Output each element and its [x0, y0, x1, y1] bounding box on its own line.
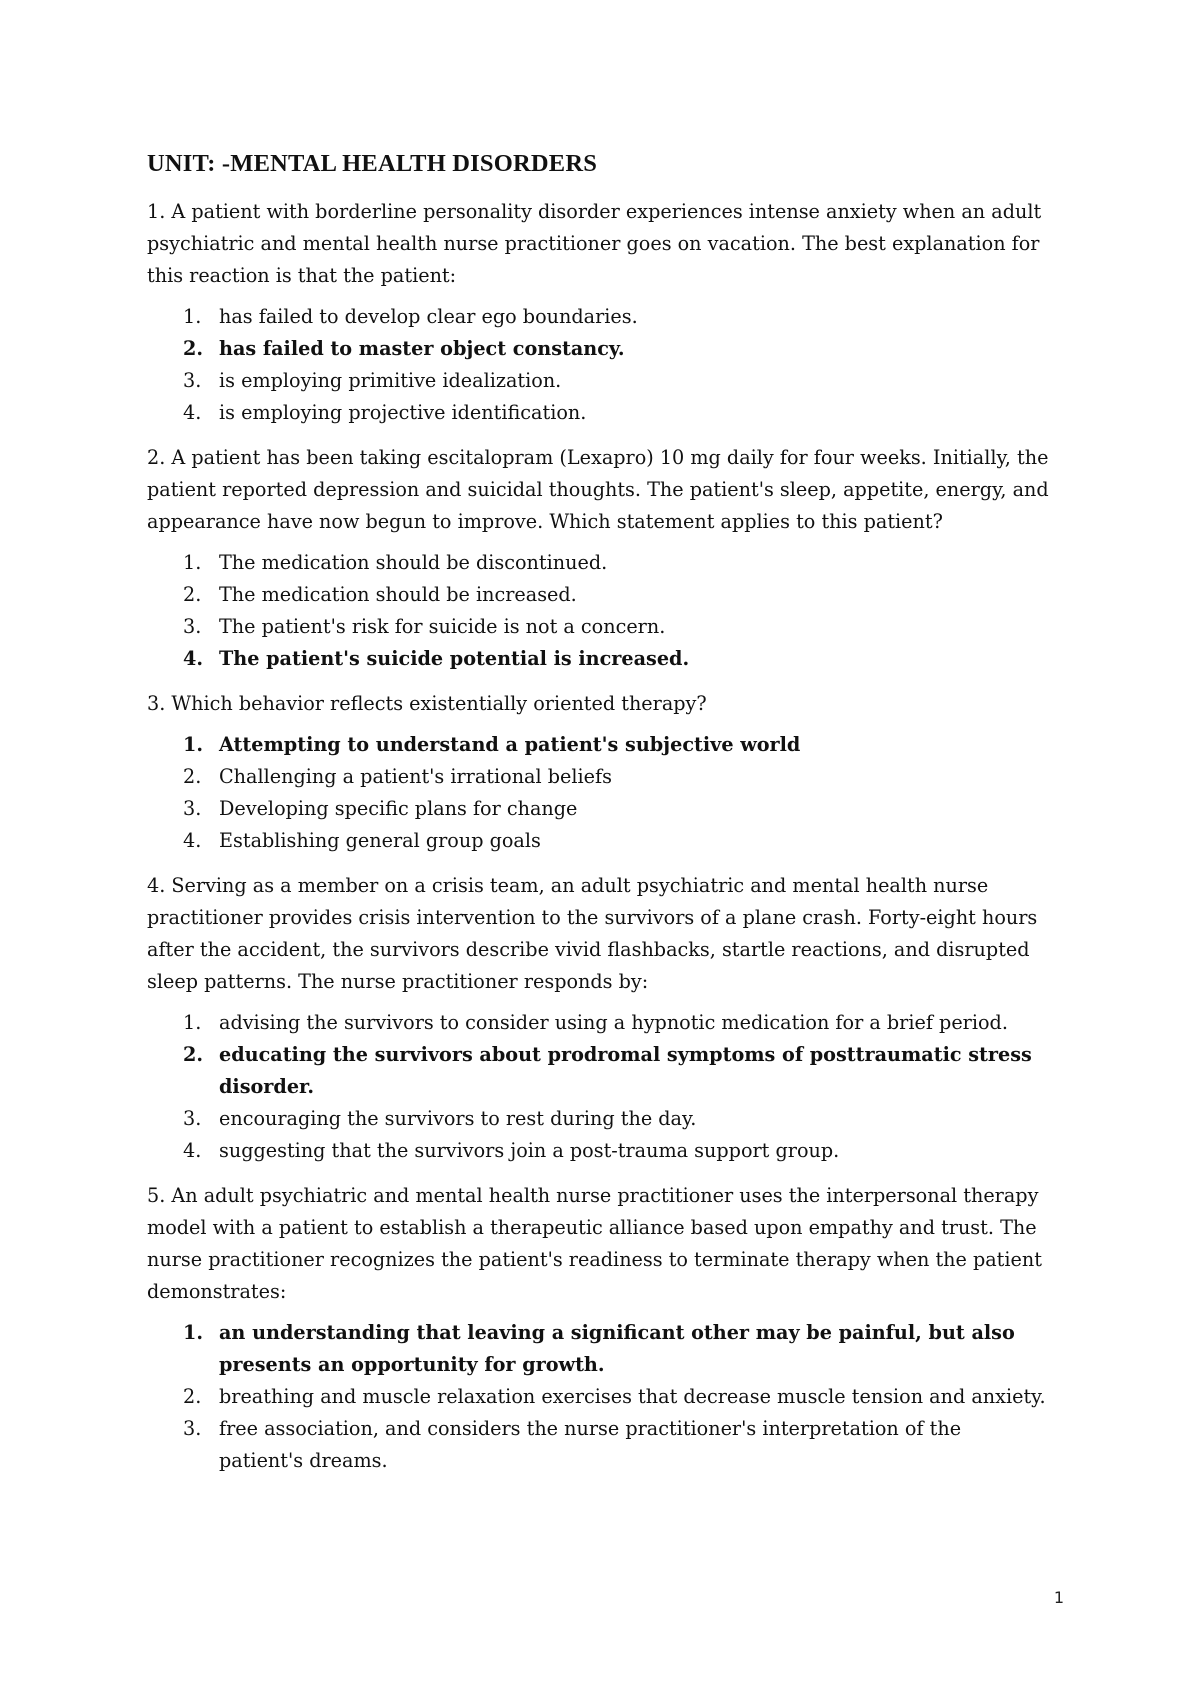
option-number: 2.	[183, 1385, 202, 1408]
option-text: free association, and considers the nurse practitioner's interpretation of the patient's dreams.	[219, 1417, 962, 1472]
option-number: 2.	[183, 1043, 204, 1066]
answer-options	[147, 1007, 1050, 1167]
option-number: 2.	[183, 765, 202, 788]
answer-option-correct	[147, 643, 1050, 675]
option-text: has failed to master object constancy.	[219, 337, 625, 360]
option-text: has failed to develop clear ego boundaries.	[219, 305, 638, 328]
option-text: The medication should be increased.	[219, 583, 577, 606]
option-text: is employing projective identification.	[219, 401, 587, 424]
answer-options	[147, 547, 1050, 675]
option-number: 3.	[183, 1417, 202, 1440]
option-text: an understanding that leaving a significant other may be painful, but also presents an opportunity for growth.	[219, 1321, 1015, 1376]
question-stem: 5. An adult psychiatric and mental health nurse practitioner uses the interpersonal therapy model with a patient to establish a therapeutic alliance based upon empathy and trust. The nurse practitioner recognizes the patient's readiness to terminate therapy when the patient demonstrates:	[147, 1184, 1042, 1303]
answer-option-correct	[147, 333, 1050, 365]
answer-options	[147, 1317, 1050, 1477]
answer-option	[147, 579, 1050, 611]
question-stem: 4. Serving as a member on a crisis team, an adult psychiatric and mental health nurse practitioner provides crisis intervention to the survivors of a plane crash. Forty-eight hours after the accident, the survivors describe vivid flashbacks, startle reactions, and disrupted sleep patterns. The nurse practitioner responds by:	[147, 874, 1038, 993]
answer-option	[147, 547, 1050, 579]
option-text: Establishing general group goals	[219, 829, 541, 852]
question-1	[147, 196, 1050, 429]
option-number: 1.	[183, 733, 204, 756]
answer-option-correct	[147, 1317, 1050, 1381]
answer-option	[147, 1007, 1050, 1039]
option-text: The patient's suicide potential is increased.	[219, 647, 690, 670]
answer-option	[147, 1381, 1050, 1413]
option-number: 2.	[183, 583, 202, 606]
option-number: 3.	[183, 1107, 202, 1130]
option-text: Attempting to understand a patient's subjective world	[219, 733, 801, 756]
option-number: 4.	[183, 401, 202, 424]
answer-option	[147, 611, 1050, 643]
page-number: 1	[1053, 1588, 1064, 1607]
answer-options	[147, 301, 1050, 429]
answer-option	[147, 365, 1050, 397]
question-3	[147, 688, 1050, 857]
answer-option	[147, 397, 1050, 429]
answer-option-correct	[147, 1039, 1050, 1103]
answer-options	[147, 729, 1050, 857]
option-number: 4.	[183, 647, 204, 670]
option-text: Developing specific plans for change	[219, 797, 578, 820]
option-number: 3.	[183, 797, 202, 820]
answer-option	[147, 761, 1050, 793]
option-text: advising the survivors to consider using a hypnotic medication for a brief period.	[219, 1011, 1008, 1034]
answer-option	[147, 1103, 1050, 1135]
answer-option	[147, 825, 1050, 857]
option-number: 1.	[183, 1321, 204, 1344]
answer-option	[147, 1135, 1050, 1167]
option-text: The medication should be discontinued.	[219, 551, 608, 574]
option-text: Challenging a patient's irrational beliefs	[219, 765, 612, 788]
option-number: 2.	[183, 337, 204, 360]
option-text: encouraging the survivors to rest during the day.	[219, 1107, 697, 1130]
question-5	[147, 1180, 1050, 1477]
option-text: educating the survivors about prodromal symptoms of posttraumatic stress disorder.	[219, 1043, 1032, 1098]
answer-option	[147, 793, 1050, 825]
answer-option	[147, 301, 1050, 333]
option-number: 3.	[183, 369, 202, 392]
answer-option	[147, 1413, 1050, 1477]
option-number: 4.	[183, 829, 202, 852]
option-number: 1.	[183, 1011, 202, 1034]
unit-title: UNIT: -MENTAL HEALTH DISORDERS	[147, 150, 598, 177]
question-4	[147, 870, 1050, 1167]
option-text: The patient's risk for suicide is not a concern.	[219, 615, 666, 638]
question-2	[147, 442, 1050, 675]
option-text: is employing primitive idealization.	[219, 369, 562, 392]
option-number: 1.	[183, 305, 202, 328]
option-number: 3.	[183, 615, 202, 638]
question-stem: 3. Which behavior reflects existentially oriented therapy?	[147, 692, 707, 715]
question-stem: 2. A patient has been taking escitalopram (Lexapro) 10 mg daily for four weeks. Initially, the patient reported depression and suicidal thoughts. The patient's sleep, appetite, energy, and appearance have now begun to improve. Which statement applies to this patient?	[147, 446, 1049, 533]
option-number: 4.	[183, 1139, 202, 1162]
option-text: suggesting that the survivors join a post-trauma support group.	[219, 1139, 840, 1162]
option-text: breathing and muscle relaxation exercises that decrease muscle tension and anxiety.	[219, 1385, 1046, 1408]
question-stem: 1. A patient with borderline personality disorder experiences intense anxiety when an adult psychiatric and mental health nurse practitioner goes on vacation. The best explanation for this reaction is that the patient:	[147, 200, 1042, 287]
answer-option-correct	[147, 729, 1050, 761]
option-number: 1.	[183, 551, 202, 574]
